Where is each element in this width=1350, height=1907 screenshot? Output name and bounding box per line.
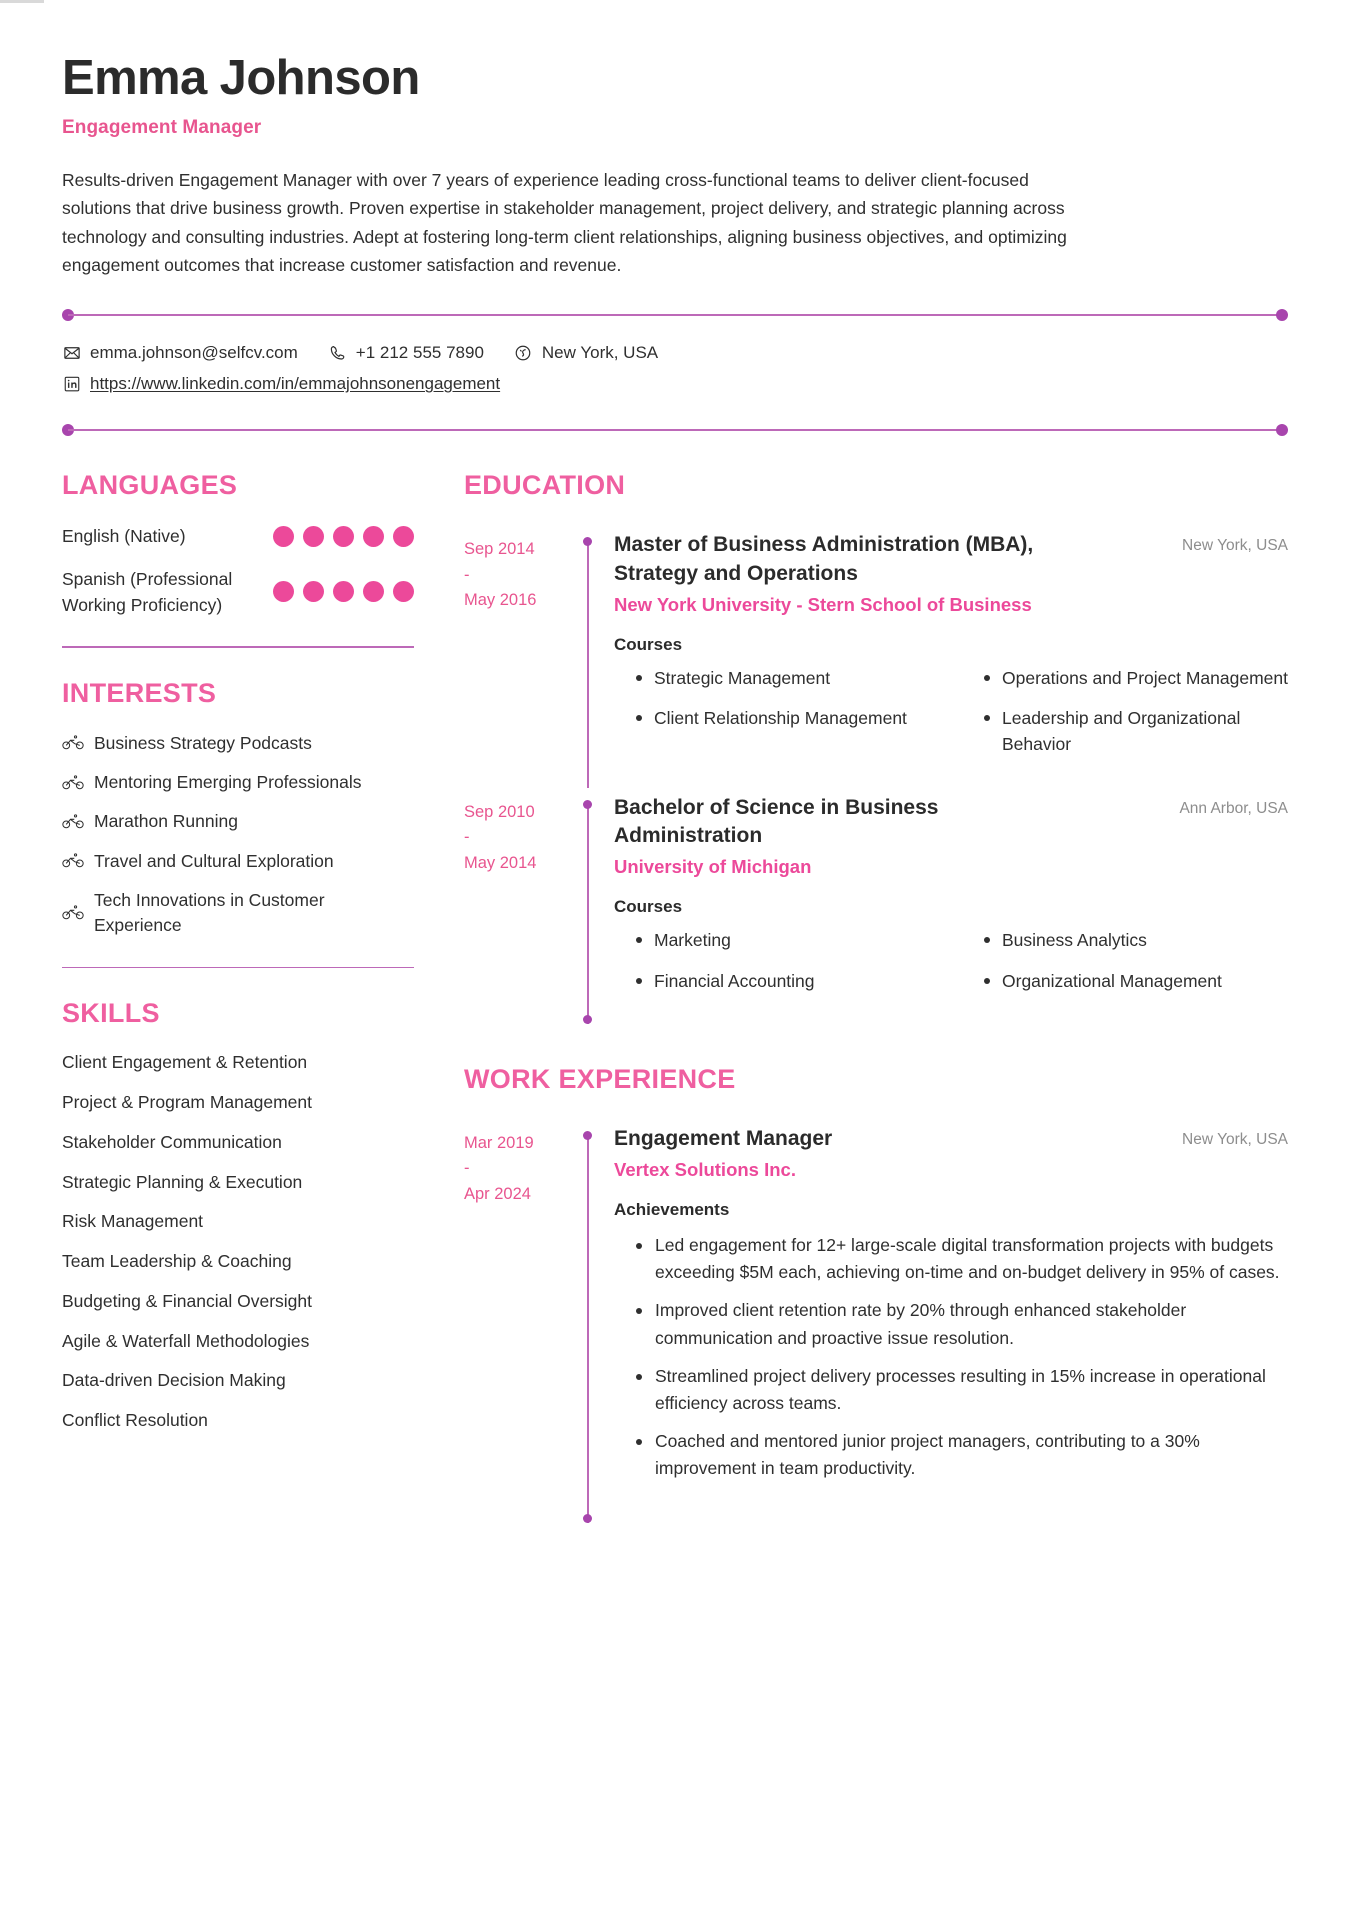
education-entries bbox=[464, 525, 1288, 1024]
corner-rule bbox=[0, 0, 44, 3]
linkedin-icon bbox=[62, 375, 81, 394]
course-item bbox=[614, 968, 940, 994]
sidebar bbox=[62, 470, 414, 1523]
level-dot bbox=[273, 526, 294, 547]
languages-list bbox=[62, 523, 414, 618]
courses-grid bbox=[614, 665, 1288, 758]
timeline-line bbox=[587, 804, 589, 1024]
language-level-dots bbox=[273, 526, 414, 547]
skill-item: Strategic Planning & Execution bbox=[62, 1171, 303, 1192]
entry-date-range bbox=[464, 1119, 576, 1523]
contact-phone-text: +1 212 555 7890 bbox=[355, 343, 484, 363]
skill-item: Budgeting & Financial Oversight bbox=[62, 1290, 312, 1311]
job-title: Engagement Manager bbox=[614, 1126, 833, 1150]
education-entry bbox=[464, 788, 1288, 1024]
date-start: Sep 2010 bbox=[464, 802, 535, 821]
achievement-text: Coached and mentored junior project managers, contributing to a 30% improvement in team productivity. bbox=[655, 1430, 1200, 1479]
section-title-languages: LANGUAGES bbox=[62, 470, 238, 501]
entry-content bbox=[602, 1119, 1288, 1523]
main-column bbox=[464, 470, 1288, 1523]
skill-item: Conflict Resolution bbox=[62, 1410, 208, 1431]
sidebar-separator-2 bbox=[62, 967, 414, 969]
interest-item bbox=[62, 731, 414, 756]
level-dot bbox=[393, 581, 414, 602]
achievement-item bbox=[614, 1297, 1288, 1351]
timeline-line bbox=[587, 1135, 589, 1523]
level-dot bbox=[333, 526, 354, 547]
page-title: Emma Johnson bbox=[62, 51, 420, 105]
skill-item: Data-driven Decision Making bbox=[62, 1370, 286, 1391]
bullet-icon bbox=[636, 1374, 642, 1380]
bullet-icon bbox=[636, 1308, 642, 1314]
job-role-subtitle: Engagement Manager bbox=[62, 116, 262, 138]
work-entry bbox=[464, 1119, 1288, 1523]
entry-location: New York, USA bbox=[1182, 1130, 1288, 1148]
skill-item: Team Leadership & Coaching bbox=[62, 1251, 292, 1272]
achievements-list bbox=[614, 1232, 1288, 1482]
interests-list bbox=[62, 731, 414, 939]
date-start: Sep 2014 bbox=[464, 540, 535, 559]
interest-item bbox=[62, 770, 414, 795]
contact-email[interactable] bbox=[62, 343, 298, 363]
bicycle-icon bbox=[62, 774, 84, 792]
bullet-icon bbox=[636, 1243, 642, 1249]
header-block bbox=[62, 52, 1288, 279]
interest-item bbox=[62, 849, 414, 874]
divider-top bbox=[62, 309, 1288, 321]
level-dot bbox=[363, 526, 384, 547]
achievement-item bbox=[614, 1232, 1288, 1286]
date-end: May 2016 bbox=[464, 591, 537, 610]
skills-list bbox=[62, 1051, 414, 1432]
contact-linkedin-link[interactable]: https://www.linkedin.com/in/emmajohnsonengagement bbox=[90, 374, 501, 394]
contact-phone[interactable] bbox=[328, 343, 484, 363]
contact-row-linkedin bbox=[62, 374, 1288, 394]
degree-title: Bachelor of Science in Business Administration bbox=[614, 795, 939, 848]
education-entry bbox=[464, 525, 1288, 787]
section-title-education: EDUCATION bbox=[464, 470, 626, 501]
entry-header bbox=[614, 794, 1288, 851]
bullet-icon bbox=[636, 1439, 642, 1445]
entry-date-range bbox=[464, 525, 576, 787]
achievements-label: Achievements bbox=[614, 1200, 730, 1220]
level-dot bbox=[303, 526, 324, 547]
entry-location: Ann Arbor, USA bbox=[1179, 799, 1288, 817]
bicycle-icon bbox=[62, 734, 84, 752]
bicycle-icon bbox=[62, 813, 84, 831]
divider-dot-right-2 bbox=[1276, 424, 1288, 436]
section-interests bbox=[62, 678, 414, 939]
level-dot bbox=[333, 581, 354, 602]
course-item bbox=[962, 968, 1288, 994]
skill-item: Stakeholder Communication bbox=[62, 1131, 282, 1152]
entry-location: New York, USA bbox=[1182, 537, 1288, 555]
bullet-icon bbox=[984, 675, 990, 681]
courses-label: Courses bbox=[614, 634, 683, 654]
language-name: English (Native) bbox=[62, 526, 186, 547]
contact-email-text: emma.johnson@selfcv.com bbox=[90, 343, 298, 363]
divider-line-2 bbox=[68, 429, 1282, 431]
contact-linkedin[interactable] bbox=[62, 374, 500, 394]
skill-item: Project & Program Management bbox=[62, 1092, 312, 1113]
entry-header bbox=[614, 531, 1288, 588]
date-dash: - bbox=[464, 1159, 470, 1178]
achievement-text: Improved client retention rate by 20% through enhanced stakeholder communication and proactive issue resolution. bbox=[655, 1300, 1187, 1348]
course-label: Organizational Management bbox=[1002, 970, 1222, 991]
timeline-dot bbox=[583, 1131, 592, 1140]
school-name: University of Michigan bbox=[614, 856, 812, 878]
level-dot bbox=[273, 581, 294, 602]
language-item bbox=[62, 566, 414, 619]
achievement-text: Led engagement for 12+ large-scale digital transformation projects with budgets exceeding $5M each, achieving on-time and on-budget delivery in 95% of cases. bbox=[655, 1235, 1280, 1283]
courses-grid bbox=[614, 927, 1288, 994]
entry-header bbox=[614, 1125, 1288, 1153]
skill-item: Risk Management bbox=[62, 1211, 204, 1232]
divider-bottom bbox=[62, 424, 1288, 436]
course-label: Financial Accounting bbox=[654, 970, 815, 991]
section-skills bbox=[62, 998, 414, 1432]
entry-date-range bbox=[464, 788, 576, 1024]
interest-label: Business Strategy Podcasts bbox=[94, 732, 312, 753]
bullet-icon bbox=[636, 937, 642, 943]
contact-row-primary bbox=[62, 343, 1288, 363]
entry-content bbox=[602, 525, 1288, 787]
profile-summary: Results-driven Engagement Manager with over 7 years of experience leading cross-functional teams to deliver client-focused solutions that drive business growth. Proven expertise in stakeholder management, project delivery, and strategic planning across technology and consulting industries. Adept at fostering long-term client relationships, aligning business objectives, and optimizing engagement outcomes that increase customer satisfaction and revenue. bbox=[62, 169, 1067, 275]
divider-dot-right bbox=[1276, 309, 1288, 321]
timeline-marker bbox=[576, 525, 602, 787]
bicycle-icon bbox=[62, 904, 84, 922]
timeline-dot-end bbox=[583, 1015, 592, 1024]
timeline-marker bbox=[576, 1119, 602, 1523]
course-label: Business Analytics bbox=[1002, 930, 1147, 951]
level-dot bbox=[363, 581, 384, 602]
section-title-work: WORK EXPERIENCE bbox=[464, 1063, 736, 1094]
bullet-icon bbox=[984, 937, 990, 943]
skill-item: Client Engagement & Retention bbox=[62, 1052, 308, 1073]
language-name: Spanish (Professional Working Proficiency) bbox=[62, 568, 233, 615]
phone-icon bbox=[328, 344, 347, 363]
divider-line bbox=[68, 314, 1282, 316]
section-title-skills: SKILLS bbox=[62, 998, 160, 1029]
timeline-dot-end bbox=[583, 1514, 592, 1523]
section-title-interests: INTERESTS bbox=[62, 677, 217, 708]
interest-item bbox=[62, 888, 414, 939]
interest-label: Marathon Running bbox=[94, 811, 238, 832]
date-end: Apr 2024 bbox=[464, 1184, 531, 1203]
course-label: Strategic Management bbox=[654, 667, 831, 688]
section-work-experience bbox=[464, 1064, 1288, 1523]
location-pin-icon bbox=[514, 344, 533, 363]
course-item bbox=[962, 665, 1288, 691]
section-languages bbox=[62, 470, 414, 618]
contact-location-text: New York, USA bbox=[541, 343, 659, 363]
work-entries bbox=[464, 1119, 1288, 1523]
envelope-icon bbox=[62, 344, 81, 363]
achievement-item bbox=[614, 1428, 1288, 1482]
contact-location bbox=[514, 343, 658, 363]
level-dot bbox=[393, 526, 414, 547]
interest-label: Travel and Cultural Exploration bbox=[94, 850, 334, 871]
course-item bbox=[614, 665, 940, 691]
date-dash: - bbox=[464, 565, 470, 584]
contact-block bbox=[62, 343, 1288, 394]
timeline-marker bbox=[576, 788, 602, 1024]
interest-label: Mentoring Emerging Professionals bbox=[94, 771, 362, 792]
course-item bbox=[614, 705, 940, 758]
course-label: Marketing bbox=[654, 930, 731, 951]
bullet-icon bbox=[636, 675, 642, 681]
timeline-line bbox=[587, 541, 589, 787]
company-name: Vertex Solutions Inc. bbox=[614, 1159, 796, 1181]
skill-item: Agile & Waterfall Methodologies bbox=[62, 1330, 310, 1351]
date-start: Mar 2019 bbox=[464, 1133, 534, 1152]
timeline-dot bbox=[583, 800, 592, 809]
interest-item bbox=[62, 809, 414, 834]
date-end: May 2014 bbox=[464, 853, 537, 872]
course-item bbox=[614, 927, 940, 953]
course-label: Leadership and Organizational Behavior bbox=[1002, 708, 1241, 755]
degree-title: Master of Business Administration (MBA), Strategy and Operations bbox=[614, 533, 1034, 585]
school-name: New York University - Stern School of Business bbox=[614, 593, 1032, 615]
achievement-text: Streamlined project delivery processes resulting in 15% increase in operational efficiency across teams. bbox=[655, 1365, 1266, 1413]
course-label: Client Relationship Management bbox=[654, 708, 907, 729]
language-item bbox=[62, 523, 414, 549]
bicycle-icon bbox=[62, 852, 84, 870]
body-grid bbox=[62, 470, 1288, 1523]
courses-label: Courses bbox=[614, 897, 683, 917]
sidebar-separator-1 bbox=[62, 646, 414, 648]
bullet-icon bbox=[984, 715, 990, 721]
bullet-icon bbox=[636, 978, 642, 984]
level-dot bbox=[303, 581, 324, 602]
timeline-dot bbox=[583, 537, 592, 546]
language-level-dots bbox=[273, 581, 414, 602]
course-item bbox=[962, 927, 1288, 953]
interest-label: Tech Innovations in Customer Experience bbox=[94, 890, 325, 936]
bullet-icon bbox=[984, 978, 990, 984]
course-label: Operations and Project Management bbox=[1002, 667, 1288, 688]
course-item bbox=[962, 705, 1288, 758]
date-dash: - bbox=[464, 828, 470, 847]
bullet-icon bbox=[636, 715, 642, 721]
entry-content bbox=[602, 788, 1288, 1024]
achievement-item bbox=[614, 1363, 1288, 1417]
section-education bbox=[464, 470, 1288, 1024]
